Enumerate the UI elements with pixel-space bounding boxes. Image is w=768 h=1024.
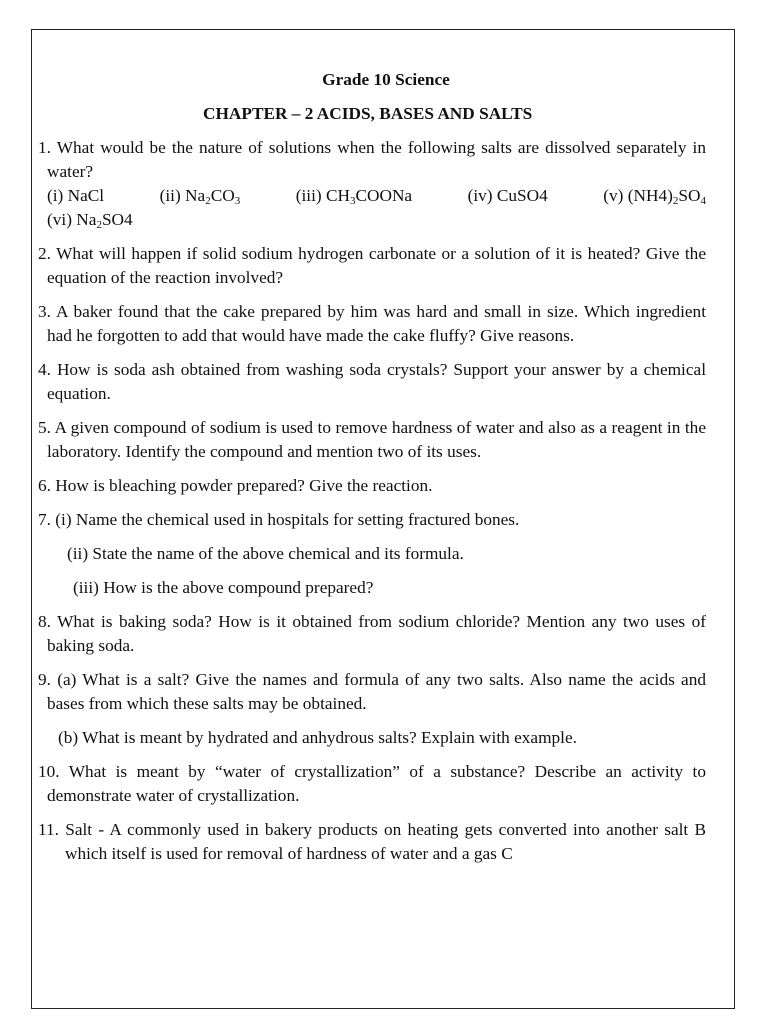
question-10: 10. What is meant by “water of crystallization” of a substance? Describe an activity to demonstrate water of crystallization. xyxy=(38,762,706,805)
question-8: 8. What is baking soda? How is it obtained from sodium chloride? Mention any two uses of baking soda. xyxy=(38,612,706,655)
chapter-title: CHAPTER – 2 ACIDS, BASES AND SALTS xyxy=(203,104,533,123)
question-11: 11. Salt - A commonly used in bakery products on heating gets converted into another salt B which itself is used for removal of hardness of water and a gas C xyxy=(38,820,706,863)
worksheet-content xyxy=(38,68,706,866)
question-3: 3. A baker found that the cake prepared by him was hard and small in size. Which ingredient had he forgotten to add that would have made the cake fluffy? Give reasons. xyxy=(38,302,706,345)
question-6: 6. How is bleaching powder prepared? Give the reaction. xyxy=(38,476,433,495)
options-row xyxy=(47,184,706,208)
page-title: Grade 10 Science xyxy=(322,70,450,89)
question-7-part-iii: (iii) How is the above compound prepared? xyxy=(73,578,374,597)
option-i: (i) NaCl xyxy=(47,186,105,205)
question-7-part-ii: (ii) State the name of the above chemical and its formula. xyxy=(67,544,464,563)
question-5: 5. A given compound of sodium is used to remove hardness of water and also as a reagent in the laboratory. Identify the compound and mention two of its uses. xyxy=(38,418,706,461)
question-9-part-b: (b) What is meant by hydrated and anhydrous salts? Explain with example. xyxy=(58,728,577,747)
question-4: 4. How is soda ash obtained from washing soda crystals? Support your answer by a chemical equation. xyxy=(38,360,706,403)
option-v: (v) $(NH4)_2SO_4$ xyxy=(603,186,706,207)
option-vi: (vi) $Na_2SO4$ xyxy=(47,210,133,231)
question-2: 2. What will happen if solid sodium hydrogen carbonate or a solution of it is heated? Give the equation of the reaction involved? xyxy=(38,244,706,287)
option-iv: (iv) CuSO4 xyxy=(467,186,548,205)
question-1-options xyxy=(38,184,706,232)
question-9: 9. (a) What is a salt? Give the names and formula of any two salts. Also name the acids and bases from which these salts may be obtained. xyxy=(38,670,706,713)
option-ii: (ii) $Na_2CO_3$ xyxy=(159,186,241,207)
option-iii: (iii) $CH_3COONa$ xyxy=(295,186,413,207)
question-1: 1. What would be the nature of solutions when the following salts are dissolved separately in water? xyxy=(38,138,706,181)
question-7: 7. (i) Name the chemical used in hospitals for setting fractured bones. xyxy=(38,510,520,529)
